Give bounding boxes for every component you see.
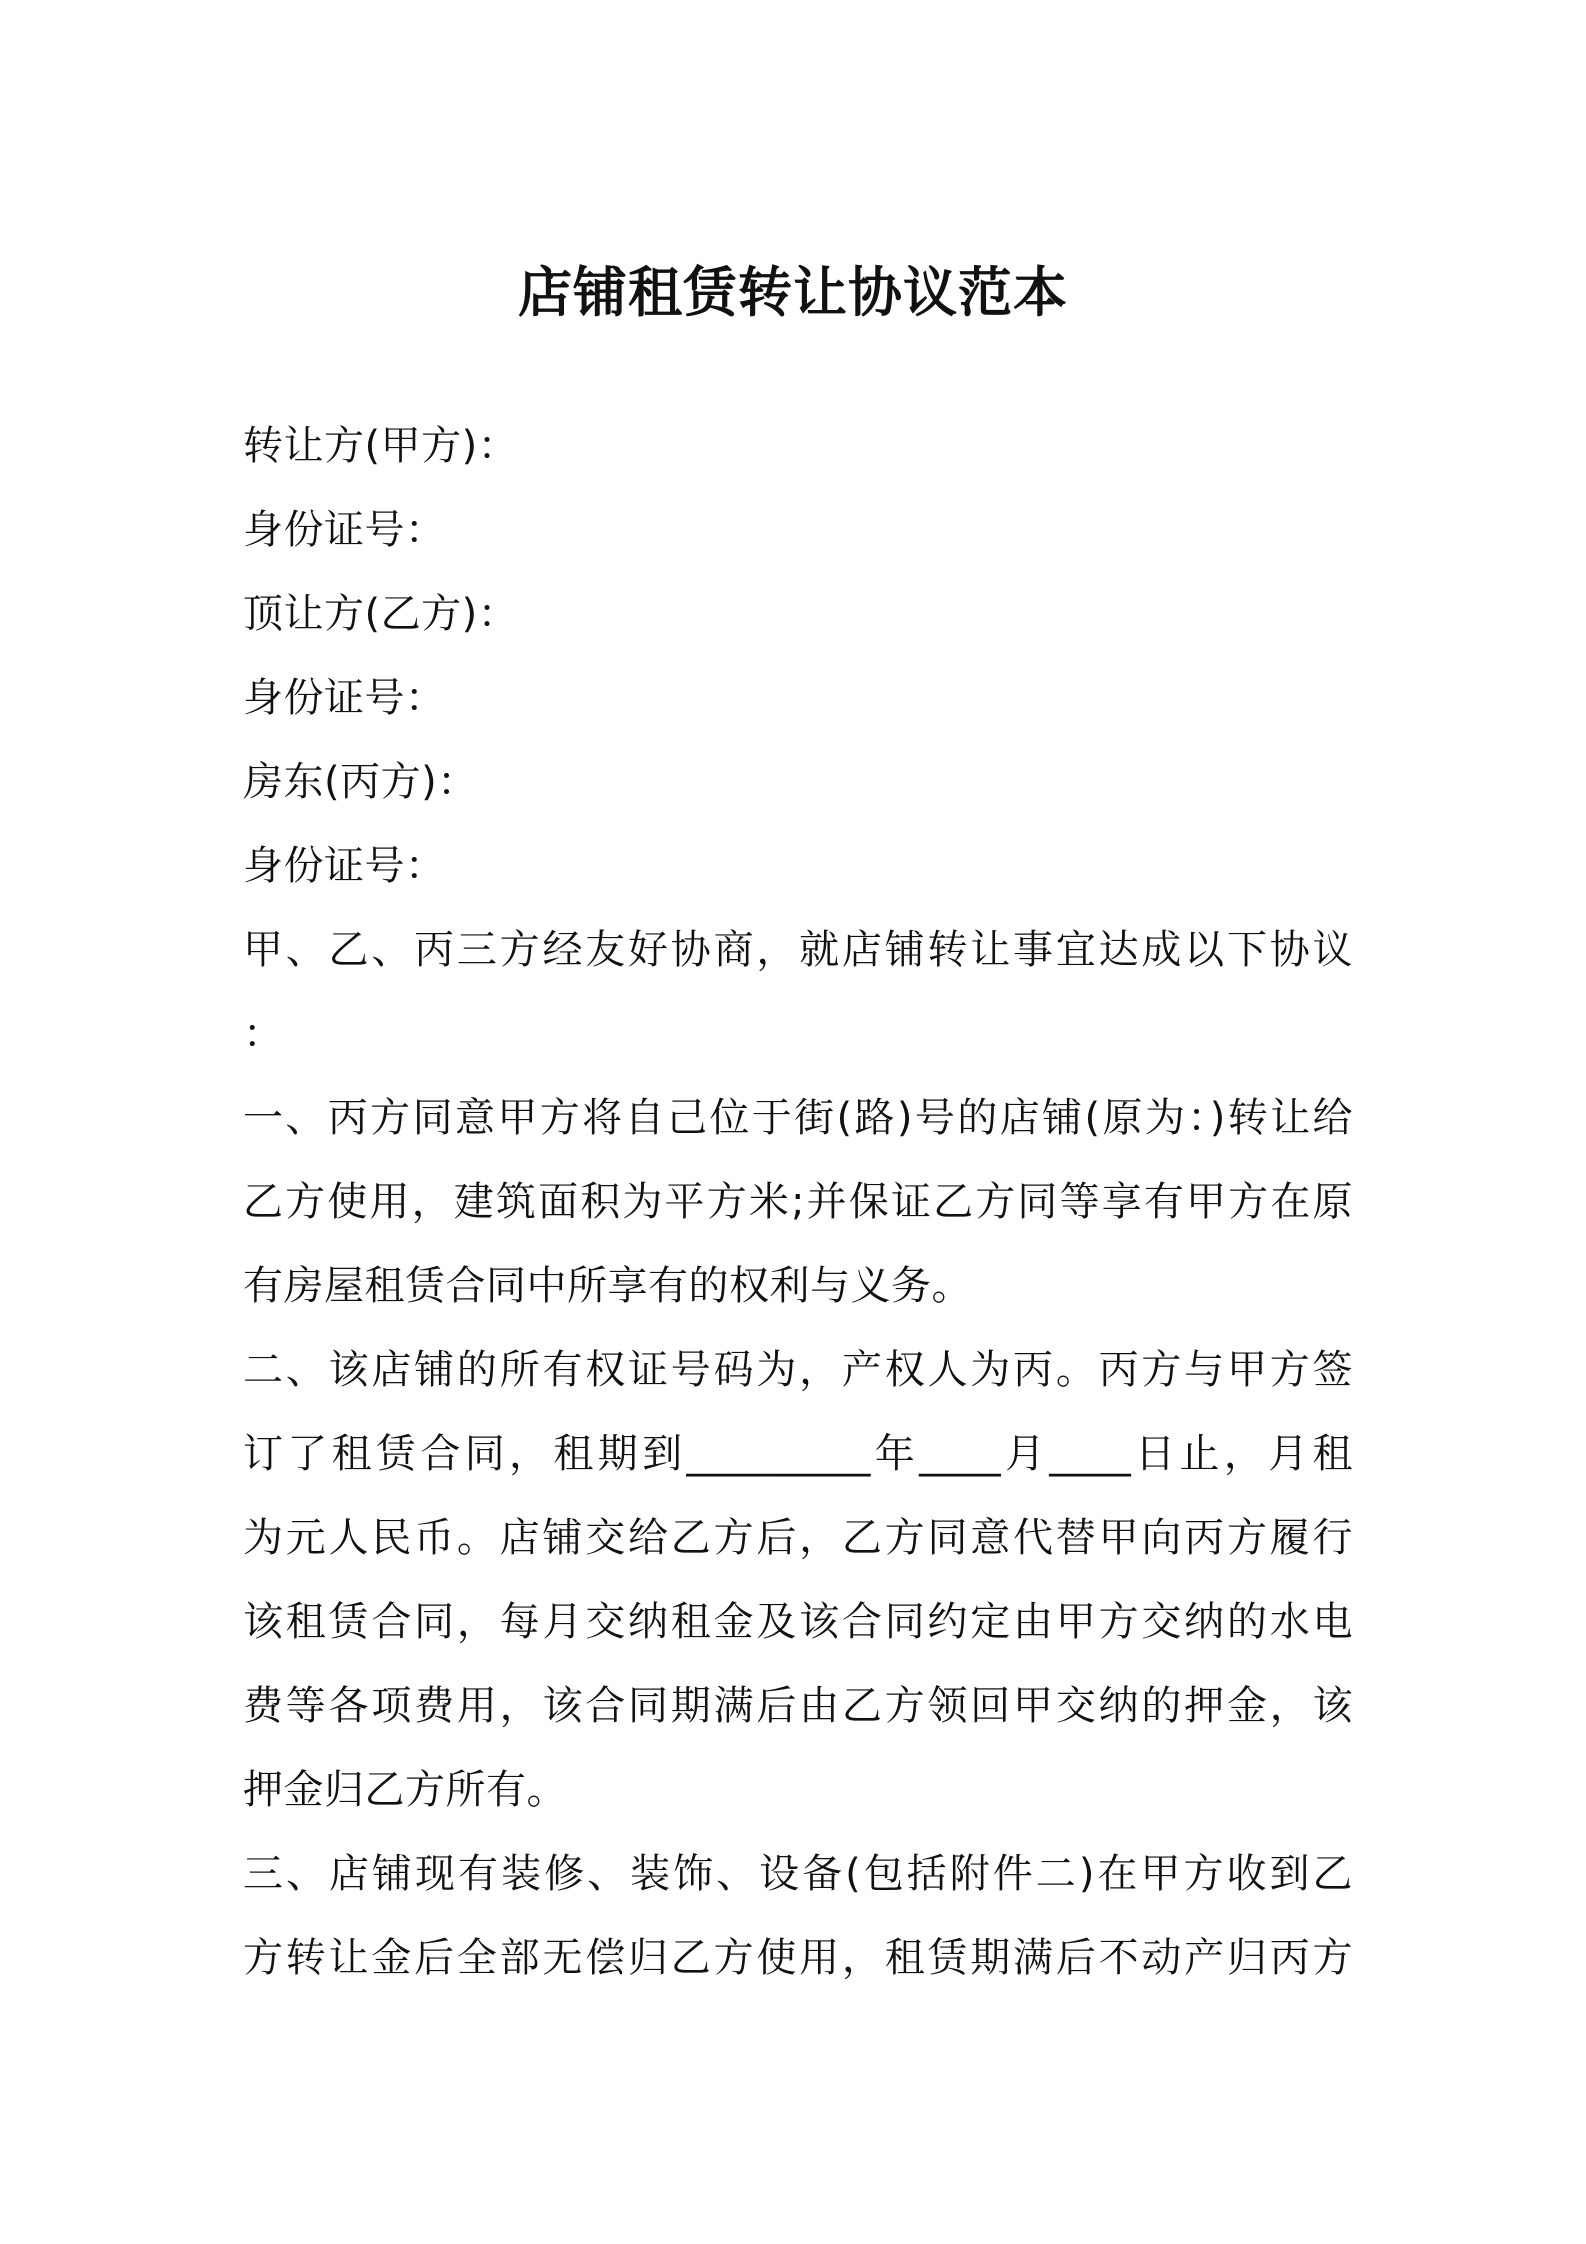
clause-2-line-4: 该租赁合同，每月交纳租金及该合同约定由甲方交纳的水电 bbox=[243, 1599, 1353, 1645]
document-body bbox=[243, 404, 1353, 2000]
party-c-id-number-line: 身份证号： bbox=[243, 843, 446, 889]
transferor-party-a-line: 转让方(甲方)： bbox=[243, 423, 519, 469]
clause-3-line-1: 三、店铺现有装修、装饰、设备(包括附件二)在甲方收到乙 bbox=[243, 1851, 1353, 1897]
clause-2-line-1: 二、该店铺的所有权证号码为，产权人为丙。丙方与甲方签 bbox=[243, 1347, 1353, 1393]
clause-1-line-3: 有房屋租赁合同中所享有的权利与义务。 bbox=[243, 1263, 972, 1309]
transferee-party-b-line: 顶让方(乙方)： bbox=[243, 591, 519, 637]
clause-3-line-2: 方转让金后全部无偿归乙方使用，租赁期满后不动产归丙方 bbox=[243, 1935, 1353, 1981]
clause-2-line-3: 为元人民币。店铺交给乙方后，乙方同意代替甲向丙方履行 bbox=[243, 1515, 1353, 1561]
clause-1-line-2: 乙方使用，建筑面积为平方米;并保证乙方同等享有甲方在原 bbox=[243, 1179, 1353, 1225]
document-title: 店铺租赁转让协议范本 bbox=[518, 261, 1068, 324]
clause-2-line-2: 订了租赁合同，租期到_________年____月____日止，月租 bbox=[243, 1431, 1353, 1477]
party-a-id-number-line: 身份证号： bbox=[243, 507, 446, 553]
clause-1-line-1: 一、丙方同意甲方将自己位于街(路)号的店铺(原为：)转让给 bbox=[243, 1095, 1353, 1141]
preamble-line-2: ： bbox=[243, 1011, 284, 1057]
clause-2-line-5: 费等各项费用，该合同期满后由乙方领回甲交纳的押金，该 bbox=[243, 1683, 1353, 1729]
clause-2-line-6: 押金归乙方所有。 bbox=[243, 1767, 567, 1813]
party-b-id-number-line: 身份证号： bbox=[243, 675, 446, 721]
preamble-line-1: 甲、乙、丙三方经友好协商，就店铺转让事宜达成以下协议 bbox=[243, 927, 1353, 973]
landlord-party-c-line: 房东(丙方)： bbox=[243, 759, 478, 805]
